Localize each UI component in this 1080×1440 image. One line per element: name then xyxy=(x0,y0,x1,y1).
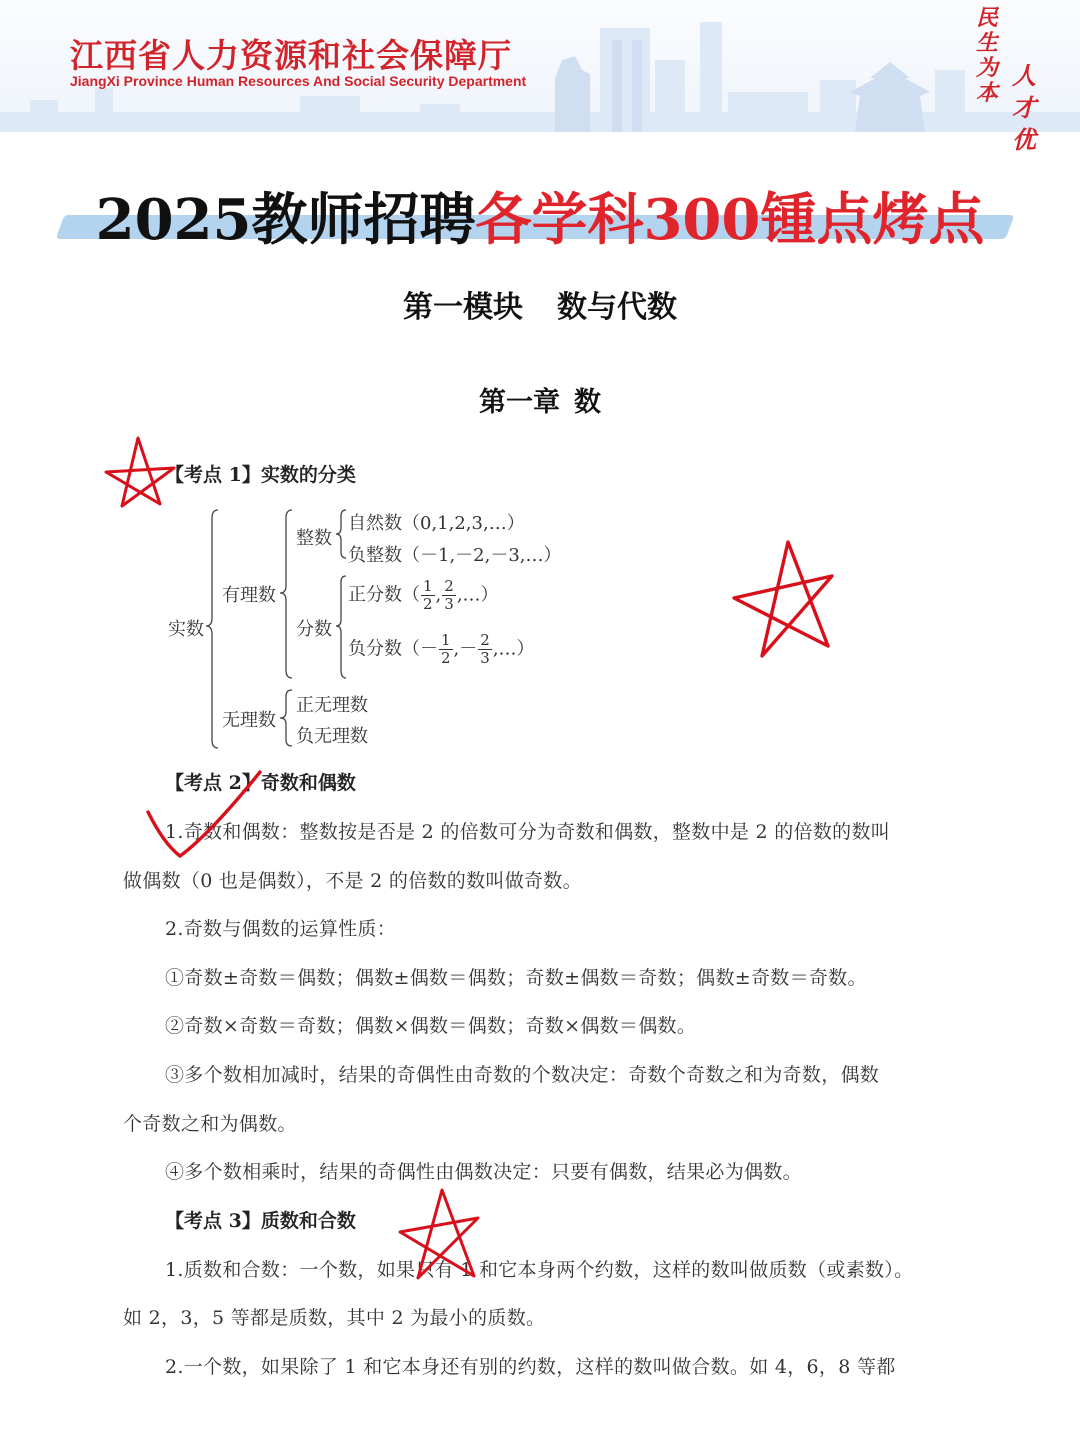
kaodian-2-heading: 【考点 2】奇数和偶数 xyxy=(165,772,356,794)
tree-negative-fraction: 负分数（－ $\frac{1}{2}$ ,－ $\frac{2}{3}$ ,…） xyxy=(348,631,535,667)
tree-integer: 整数 xyxy=(296,528,332,549)
red-star-mark-icon xyxy=(392,1184,484,1284)
fraction-neg-two-thirds: $\frac{2}{3}$ xyxy=(480,631,490,667)
main-title: 2025教师招聘各学科300锺点烤点 xyxy=(95,187,985,253)
red-star-mark-icon xyxy=(728,536,840,662)
red-star-mark-icon xyxy=(100,432,180,512)
header-banner xyxy=(0,0,1080,154)
fraction-two-thirds: $\frac{2}{3}$ xyxy=(444,577,454,613)
tree-irrational: 无理数 xyxy=(222,710,276,731)
paragraph-line: ②奇数×奇数＝奇数；偶数×偶数＝偶数；奇数×偶数＝偶数。 xyxy=(165,1015,697,1037)
slogan-right: 人 才 优 xyxy=(1012,62,1036,154)
tree-rational: 有理数 xyxy=(222,585,276,606)
chapter-heading: 第一章 数 xyxy=(479,387,601,418)
tree-fraction: 分数 xyxy=(296,619,332,640)
paragraph-line: 2.一个数，如果除了 1 和它本身还有别的约数，这样的数叫做合数。如 4，6，8 等都 xyxy=(165,1356,896,1378)
paragraph-line: 2.奇数与偶数的运算性质： xyxy=(165,918,397,940)
tree-negative-integer: 负整数（－1,－2,－3,…） xyxy=(348,545,562,566)
paragraph-line: ①奇数±奇数＝偶数；偶数±偶数＝偶数；奇数±偶数＝奇数；偶数±奇数＝奇数。 xyxy=(165,967,867,989)
tree-negative-irrational: 负无理数 xyxy=(296,726,368,747)
tree-positive-fraction: 正分数（ $\frac{1}{2}$ , $\frac{2}{3}$ ,…） xyxy=(348,577,499,613)
tree-root-real: 实数 xyxy=(168,619,204,640)
tree-natural: 自然数（0,1,2,3,…） xyxy=(348,513,525,534)
tree-positive-irrational: 正无理数 xyxy=(296,695,368,716)
paragraph-line: 做偶数（0 也是偶数），不是 2 的倍数的数叫做奇数。 xyxy=(123,870,582,892)
module-heading: 第一模块 数与代数 xyxy=(403,290,677,325)
paragraph-line: ③多个数相加减时，结果的奇偶性由奇数的个数决定：奇数个奇数之和为奇数，偶数 xyxy=(165,1064,880,1086)
red-checkmark-icon xyxy=(140,764,270,864)
paragraph-line: 1.奇数和偶数：整数按是否是 2 的倍数可分为奇数和偶数，整数中是 2 的倍数的数叫 xyxy=(165,821,891,843)
kaodian-1-heading: 【考点 1】实数的分类 xyxy=(165,464,356,486)
paragraph-line: 1.质数和合数：一个数，如果只有 1 和它本身两个约数，这样的数叫做质数（或素数）。 xyxy=(165,1259,914,1281)
slogan-left: 民 生 为 本 xyxy=(976,6,999,106)
paragraph-line: 个奇数之和为偶数。 xyxy=(123,1113,297,1135)
paragraph-line: 如 2，3，5 等都是质数，其中 2 为最小的质数。 xyxy=(123,1307,546,1329)
fraction-neg-one-half: $\frac{1}{2}$ xyxy=(441,631,451,667)
department-name: 江西省人力资源和社会保障厅 xyxy=(70,36,512,75)
paragraph-line: ④多个数相乘时，结果的奇偶性由偶数决定：只要有偶数，结果必为偶数。 xyxy=(165,1161,802,1183)
department-name-english: JiangXi Province Human Resources And Social Security Department xyxy=(70,73,527,89)
kaodian-3-heading: 【考点 3】质数和合数 xyxy=(165,1210,356,1232)
fraction-one-half: $\frac{1}{2}$ xyxy=(423,577,433,613)
